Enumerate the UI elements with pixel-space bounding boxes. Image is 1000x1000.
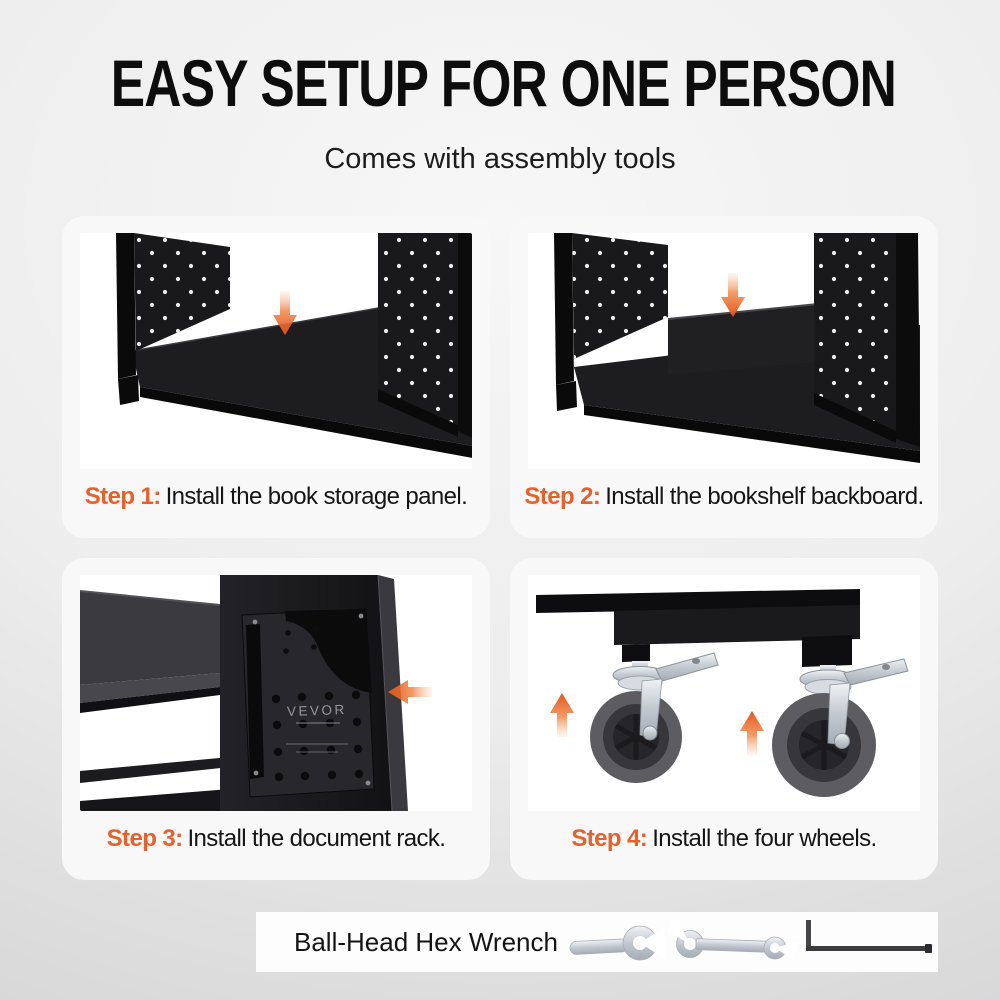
step-text: Install the book storage panel. [165, 483, 468, 510]
step-3-photo [80, 575, 472, 811]
tools-label: Ball-Head Hex Wrench [294, 926, 558, 957]
step-2-illustration [528, 233, 920, 469]
step-caption [66, 825, 486, 853]
down-arrow-icon [721, 273, 745, 317]
step-card-4 [510, 558, 938, 880]
open-end-wrench-icon [570, 926, 665, 960]
step-1-photo [80, 233, 472, 469]
step-card-2 [510, 216, 938, 538]
step-4-photo [528, 575, 920, 811]
steps-grid [62, 216, 938, 880]
step-2-photo [528, 233, 920, 469]
step-caption [66, 483, 486, 511]
step-label: Step 2: [524, 483, 601, 510]
page-subtitle: Comes with assembly tools [324, 143, 676, 175]
step-label: Step 4: [571, 825, 648, 852]
caster-wheel-right [772, 659, 908, 797]
step-text: Install the document rack. [187, 825, 446, 852]
cart-shelves [80, 591, 230, 811]
brake-lever [844, 659, 908, 685]
step-4-illustration [528, 575, 920, 811]
tools-strip [256, 912, 938, 972]
step-caption [514, 483, 934, 511]
step-1-illustration [80, 233, 472, 469]
up-arrow-icon [740, 711, 764, 755]
page-title: EASY SETUP FOR ONE PERSON [110, 46, 897, 120]
step-text: Install the bookshelf backboard. [605, 483, 924, 510]
document-rack [242, 609, 374, 797]
assembly-tools [568, 914, 938, 970]
hex-key-icon [806, 920, 932, 953]
double-open-end-wrench-icon [667, 918, 798, 961]
step-card-3 [62, 558, 490, 880]
brake-lever [656, 653, 718, 681]
header [0, 0, 1000, 176]
up-arrow-icon [550, 693, 574, 737]
step-card-1 [62, 216, 490, 538]
step-text: Install the four wheels. [652, 825, 877, 852]
step-3-illustration [80, 575, 472, 811]
caster-wheel-left [590, 653, 718, 783]
step-caption [514, 825, 934, 853]
cart-bottom-frame [536, 589, 860, 667]
step-label: Step 1: [84, 483, 161, 510]
vevor-logo-text: VEVOR [286, 701, 347, 720]
step-label: Step 3: [106, 825, 183, 852]
